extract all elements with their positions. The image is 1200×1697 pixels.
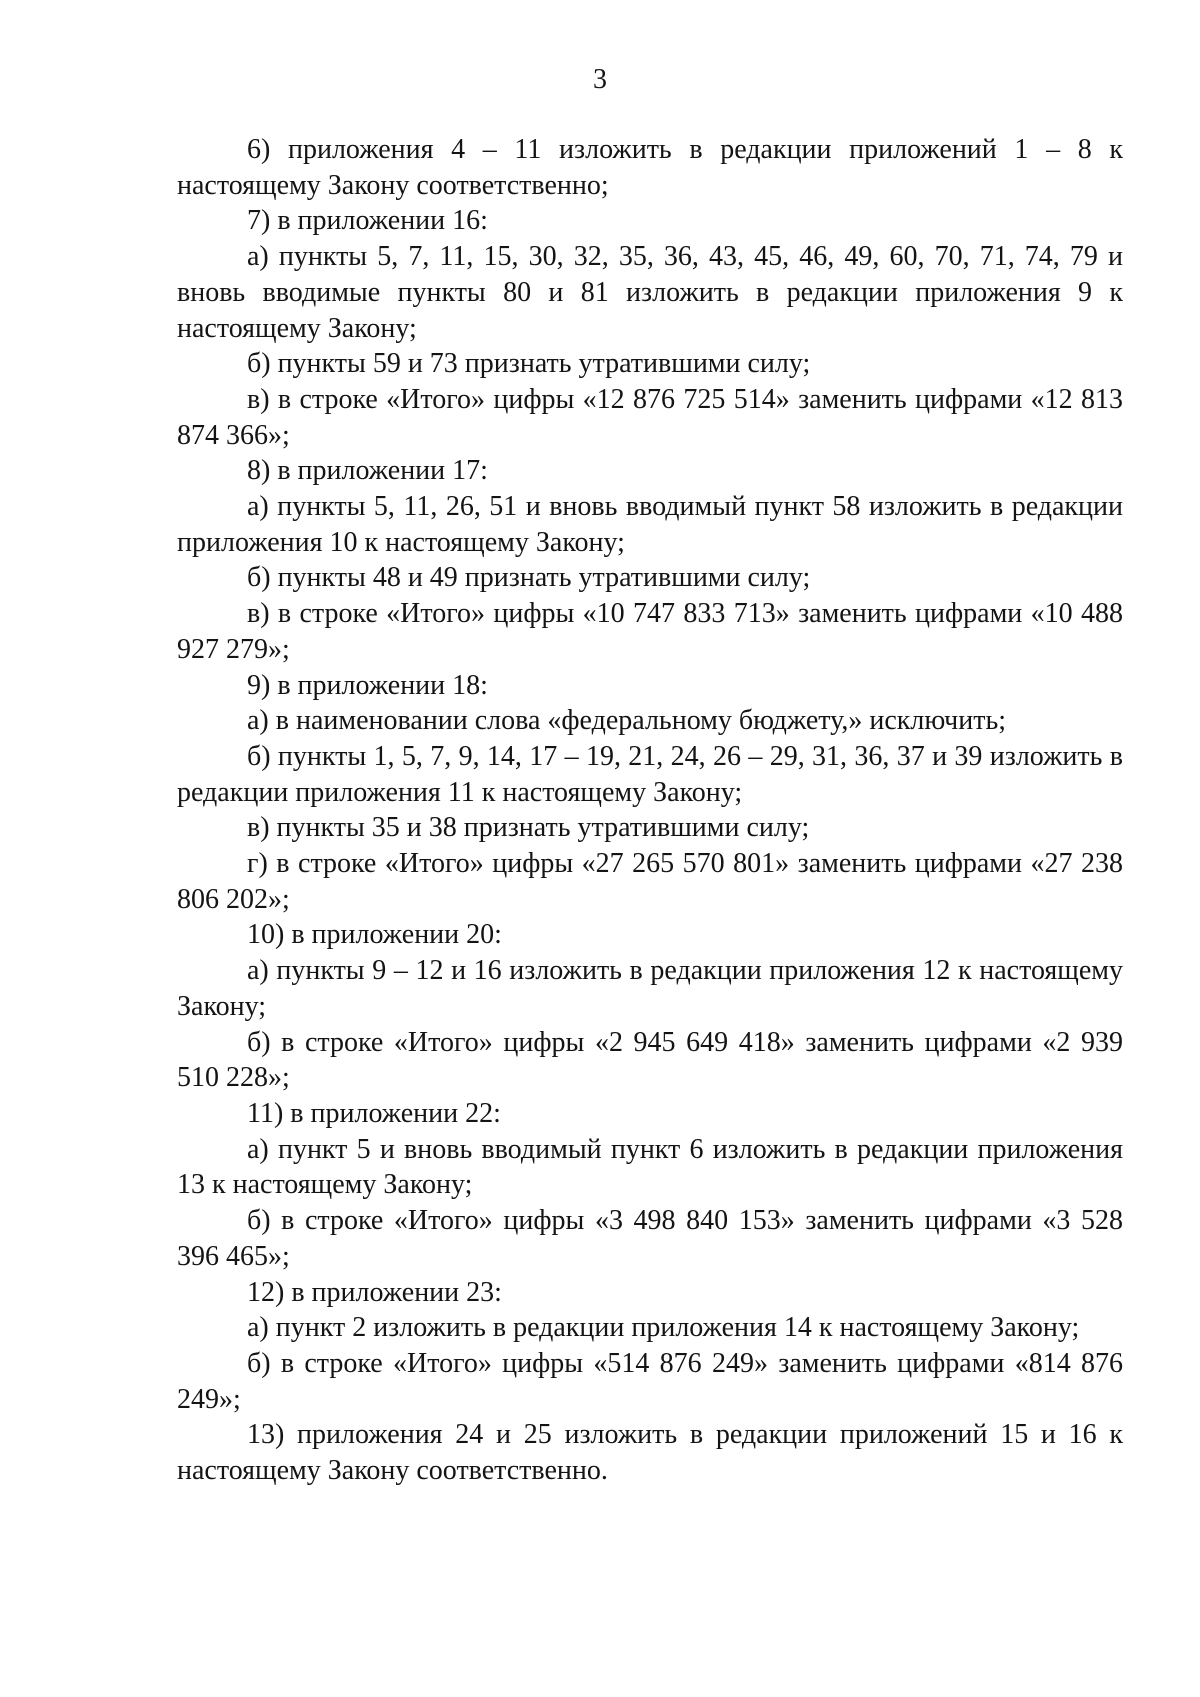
- document-body: [177, 132, 1123, 1489]
- paragraph-item-9g: г) в строке «Итого» цифры «27 265 570 801» заменить цифрами «27 238 806 202»;: [177, 848, 1123, 915]
- paragraph-item-8a: а) пункты 5, 11, 26, 51 и вновь вводимый пункт 58 изложить в редакции приложения 10 к настоящему Закону;: [177, 491, 1123, 558]
- paragraph-item-10a: а) пункты 9 – 12 и 16 изложить в редакции приложения 12 к настоящему Закону;: [177, 955, 1123, 1022]
- paragraph-item-12a: а) пункт 2 изложить в редакции приложения 14 к настоящему Закону;: [247, 1312, 1080, 1344]
- paragraph-item-12b: б) в строке «Итого» цифры «514 876 249» заменить цифрами «814 876 249»;: [177, 1347, 1123, 1415]
- paragraph-item-12: 12) в приложении 23:: [247, 1276, 502, 1308]
- paragraph-item-7b: б) пункты 59 и 73 признать утратившими силу;: [247, 348, 811, 380]
- paragraph-item-9v: в) пункты 35 и 38 признать утратившими силу;: [247, 812, 810, 844]
- paragraph-item-7v: в) в строке «Итого» цифры «12 876 725 514» заменить цифрами «12 813 874 366»;: [177, 383, 1123, 451]
- paragraph-item-9b: б) пункты 1, 5, 7, 9, 14, 17 – 19, 21, 24, 26 – 29, 31, 36, 37 и 39 изложить в редакции приложения 11 к настоящему Закону;: [177, 740, 1123, 808]
- paragraph-item-6: 6) приложения 4 – 11 изложить в редакции приложений 1 – 8 к настоящему Закону соответственно;: [177, 134, 1123, 201]
- paragraph-item-9: 9) в приложении 18:: [247, 669, 488, 701]
- paragraph-item-13: 13) приложения 24 и 25 изложить в редакции приложений 15 и 16 к настоящему Закону соответственно.: [177, 1419, 1123, 1487]
- paragraph-item-7a: а) пункты 5, 7, 11, 15, 30, 32, 35, 36, 43, 45, 46, 49, 60, 70, 71, 74, 79 и вновь вводимые пункты 80 и 81 изложить в редакции приложения 9 к настоящему Закону;: [177, 241, 1123, 344]
- paragraph-item-9a: а) в наименовании слова «федеральному бюджету,» исключить;: [247, 705, 1007, 737]
- paragraph-item-7: 7) в приложении 16:: [247, 205, 488, 237]
- paragraph-item-8v: в) в строке «Итого» цифры «10 747 833 713» заменить цифрами «10 488 927 279»;: [177, 598, 1123, 665]
- page-number: 3: [593, 64, 607, 95]
- paragraph-item-11: 11) в приложении 22:: [247, 1097, 501, 1129]
- paragraph-item-11a: а) пункт 5 и вновь вводимый пункт 6 изложить в редакции приложения 13 к настоящему Закону;: [177, 1133, 1123, 1201]
- paragraph-item-10: 10) в приложении 20:: [247, 919, 502, 951]
- paragraph-item-8: 8) в приложении 17:: [247, 455, 488, 487]
- paragraph-item-11b: б) в строке «Итого» цифры «3 498 840 153» заменить цифрами «3 528 396 465»;: [177, 1205, 1123, 1272]
- paragraph-item-10b: б) в строке «Итого» цифры «2 945 649 418» заменить цифрами «2 939 510 228»;: [177, 1026, 1123, 1094]
- paragraph-item-8b: б) пункты 48 и 49 признать утратившими силу;: [247, 562, 811, 594]
